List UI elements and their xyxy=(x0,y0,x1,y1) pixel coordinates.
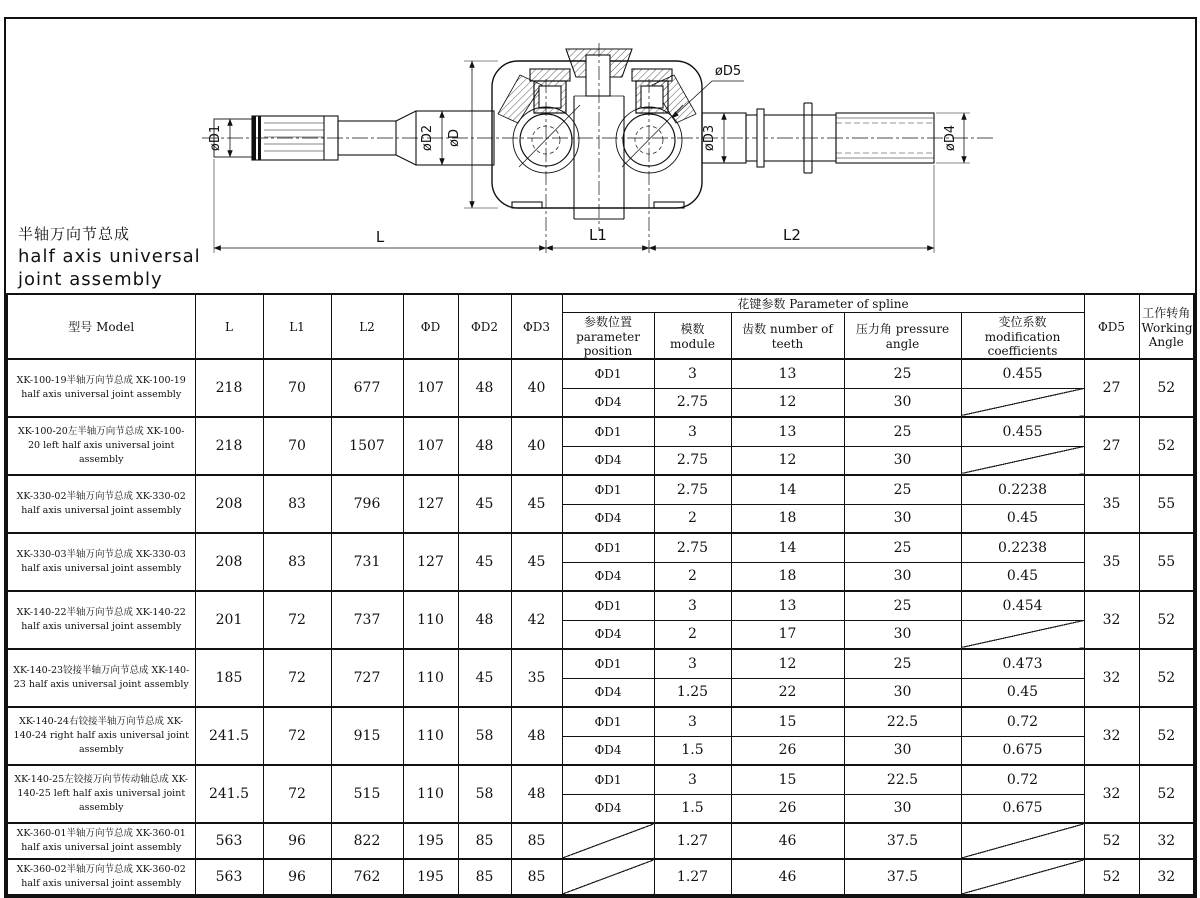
table-cell: 195 xyxy=(403,859,458,895)
table-cell: 48 xyxy=(458,417,511,475)
table-cell: ΦD1 xyxy=(562,533,654,562)
dim-label-d2: øD2 xyxy=(420,124,435,152)
table-cell: 37.5 xyxy=(844,859,961,895)
table-cell: 42 xyxy=(511,591,562,649)
table-cell: 737 xyxy=(331,591,403,649)
table-cell: 241.5 xyxy=(195,707,263,765)
header-working-angle-cn: 工作转角 xyxy=(1142,306,1191,320)
table-cell: 0.675 xyxy=(961,794,1084,823)
sheet-frame xyxy=(4,17,1197,898)
table-cell: 515 xyxy=(331,765,403,823)
dim-label-d4: øD4 xyxy=(943,124,958,152)
table-cell: ΦD1 xyxy=(562,591,654,620)
table-cell: 27 xyxy=(1084,417,1139,475)
table-cell: 201 xyxy=(195,591,263,649)
table-cell: 22.5 xyxy=(844,765,961,794)
table-cell: 85 xyxy=(458,859,511,895)
table-cell: 12 xyxy=(731,388,844,417)
table-cell: 30 xyxy=(844,620,961,649)
table-cell: 45 xyxy=(511,533,562,591)
table-cell: ΦD1 xyxy=(562,417,654,446)
table-cell: 45 xyxy=(458,649,511,707)
table-cell: 72 xyxy=(263,707,331,765)
table-cell: 32 xyxy=(1084,649,1139,707)
spec-table xyxy=(6,293,1195,896)
table-cell: 731 xyxy=(331,533,403,591)
table-cell: 18 xyxy=(731,504,844,533)
table-cell: 40 xyxy=(511,417,562,475)
header-working-angle-en: Working Angle xyxy=(1141,321,1193,349)
table-cell: 15 xyxy=(731,765,844,794)
table-cell: 2.75 xyxy=(654,533,731,562)
table-cell: 3 xyxy=(654,359,731,388)
table-cell: 13 xyxy=(731,359,844,388)
table-cell: 241.5 xyxy=(195,765,263,823)
table-cell: 25 xyxy=(844,417,961,446)
table-cell: 25 xyxy=(844,591,961,620)
table-cell: XK-140-23铰接半轴万向节总成 XK-140-23 half axis universal joint assembly xyxy=(7,649,195,707)
table-cell: 25 xyxy=(844,649,961,678)
table-row xyxy=(7,475,1194,504)
table-cell: 52 xyxy=(1139,649,1194,707)
table-cell: 0.455 xyxy=(961,359,1084,388)
table-cell: 48 xyxy=(458,591,511,649)
table-cell: 85 xyxy=(511,823,562,859)
table-cell: 32 xyxy=(1139,859,1194,895)
table-cell: XK-360-02半轴万向节总成 XK-360-02 half axis universal joint assembly xyxy=(7,859,195,895)
drawing-title-block xyxy=(18,223,201,290)
table-cell: 677 xyxy=(331,359,403,417)
table-cell: ΦD4 xyxy=(562,388,654,417)
table-cell: 110 xyxy=(403,649,458,707)
table-row xyxy=(7,359,1194,388)
table-cell: 52 xyxy=(1084,823,1139,859)
table-cell: ΦD1 xyxy=(562,707,654,736)
header-pressure-angle: 压力角 pressure angle xyxy=(844,313,961,360)
table-cell: 195 xyxy=(403,823,458,859)
table-cell: 0.45 xyxy=(961,678,1084,707)
header-param-position: 参数位置 parameter position xyxy=(562,313,654,360)
table-cell: ΦD1 xyxy=(562,765,654,794)
table-cell: ΦD1 xyxy=(562,475,654,504)
table-cell: 26 xyxy=(731,736,844,765)
table-cell: ΦD1 xyxy=(562,649,654,678)
table-cell: 85 xyxy=(458,823,511,859)
table-row xyxy=(7,649,1194,678)
table-cell: 762 xyxy=(331,859,403,895)
table-cell: 0.454 xyxy=(961,591,1084,620)
table-cell: 70 xyxy=(263,359,331,417)
table-cell: ΦD1 xyxy=(562,359,654,388)
table-cell: 96 xyxy=(263,823,331,859)
spec-table-body xyxy=(7,359,1194,895)
table-cell: 2 xyxy=(654,620,731,649)
table-cell: 563 xyxy=(195,823,263,859)
table-cell: 55 xyxy=(1139,533,1194,591)
table-cell: 52 xyxy=(1139,707,1194,765)
table-cell: 563 xyxy=(195,859,263,895)
table-cell: 45 xyxy=(458,533,511,591)
table-cell: XK-100-20左半轴万向节总成 XK-100-20 left half axis universal joint assembly xyxy=(7,417,195,475)
table-cell: 30 xyxy=(844,388,961,417)
table-cell: 30 xyxy=(844,504,961,533)
header-dD2: ΦD2 xyxy=(458,294,511,359)
header-L1: L1 xyxy=(263,294,331,359)
header-spline-group: 花键参数 Parameter of spline xyxy=(562,294,1084,313)
table-cell: 52 xyxy=(1139,591,1194,649)
table-cell: 2.75 xyxy=(654,388,731,417)
table-cell: 2.75 xyxy=(654,475,731,504)
table-cell: 30 xyxy=(844,794,961,823)
table-row xyxy=(7,765,1194,794)
table-cell: 32 xyxy=(1084,765,1139,823)
spec-table-header xyxy=(7,294,1194,359)
table-cell: 0.45 xyxy=(961,562,1084,591)
table-cell: 107 xyxy=(403,417,458,475)
table-cell: 46 xyxy=(731,823,844,859)
table-cell: 3 xyxy=(654,765,731,794)
table-cell: 915 xyxy=(331,707,403,765)
table-cell: ΦD4 xyxy=(562,794,654,823)
table-cell: 30 xyxy=(844,678,961,707)
table-cell: 52 xyxy=(1139,359,1194,417)
table-row xyxy=(7,823,1194,859)
table-cell: 127 xyxy=(403,533,458,591)
table-cell: 30 xyxy=(844,562,961,591)
table-cell: 32 xyxy=(1139,823,1194,859)
table-cell: 1.27 xyxy=(654,823,731,859)
table-cell: 58 xyxy=(458,765,511,823)
table-cell: 37.5 xyxy=(844,823,961,859)
table-cell: 83 xyxy=(263,475,331,533)
table-cell: 26 xyxy=(731,794,844,823)
header-teeth: 齿数 number of teeth xyxy=(731,313,844,360)
table-cell: 35 xyxy=(1084,533,1139,591)
table-cell: 45 xyxy=(458,475,511,533)
table-cell: 218 xyxy=(195,359,263,417)
table-cell: 0.45 xyxy=(961,504,1084,533)
header-mod-coef: 变位系数 modification coefficients xyxy=(961,313,1084,360)
table-cell xyxy=(961,620,1084,649)
table-cell: ΦD4 xyxy=(562,446,654,475)
table-cell: 48 xyxy=(458,359,511,417)
dim-label-d3: øD3 xyxy=(702,124,717,152)
table-cell: 1.5 xyxy=(654,736,731,765)
table-cell: 83 xyxy=(263,533,331,591)
table-cell: 0.675 xyxy=(961,736,1084,765)
table-cell: 3 xyxy=(654,417,731,446)
table-cell: 35 xyxy=(1084,475,1139,533)
header-module: 模数 module xyxy=(654,313,731,360)
table-cell: XK-140-25左铰接万向节传动轴总成 XK-140-25 left half axis universal joint assembly xyxy=(7,765,195,823)
table-cell: 72 xyxy=(263,591,331,649)
table-cell: 58 xyxy=(458,707,511,765)
table-cell: 40 xyxy=(511,359,562,417)
table-cell: 208 xyxy=(195,475,263,533)
table-cell: 14 xyxy=(731,475,844,504)
table-cell: 17 xyxy=(731,620,844,649)
table-cell: 0.455 xyxy=(961,417,1084,446)
table-cell: 52 xyxy=(1139,417,1194,475)
table-cell: 70 xyxy=(263,417,331,475)
table-cell: 46 xyxy=(731,859,844,895)
drawing-title-en-line1: half axis universal xyxy=(18,246,201,267)
table-cell: 48 xyxy=(511,707,562,765)
table-row xyxy=(7,707,1194,736)
table-cell: 3 xyxy=(654,649,731,678)
table-cell: 727 xyxy=(331,649,403,707)
table-cell: 72 xyxy=(263,765,331,823)
table-cell: 3 xyxy=(654,707,731,736)
dim-label-L: L xyxy=(375,228,385,246)
table-cell: 72 xyxy=(263,649,331,707)
table-cell: XK-330-02半轴万向节总成 XK-330-02 half axis universal joint assembly xyxy=(7,475,195,533)
table-cell: 0.473 xyxy=(961,649,1084,678)
table-cell: 25 xyxy=(844,475,961,504)
table-cell: 127 xyxy=(403,475,458,533)
table-cell: 52 xyxy=(1084,859,1139,895)
table-cell: 85 xyxy=(511,859,562,895)
table-cell: 32 xyxy=(1084,591,1139,649)
table-cell xyxy=(562,823,654,859)
table-cell xyxy=(961,446,1084,475)
table-cell: 796 xyxy=(331,475,403,533)
header-dD5: ΦD5 xyxy=(1084,294,1139,359)
table-cell: ΦD4 xyxy=(562,736,654,765)
table-cell: 30 xyxy=(844,736,961,765)
table-cell: 25 xyxy=(844,533,961,562)
table-row xyxy=(7,417,1194,446)
table-cell: 14 xyxy=(731,533,844,562)
table-cell: 0.2238 xyxy=(961,475,1084,504)
table-cell: XK-140-24右铰接半轴万向节总成 XK-140-24 right half axis universal joint assembly xyxy=(7,707,195,765)
table-cell: 1.25 xyxy=(654,678,731,707)
table-cell: 22.5 xyxy=(844,707,961,736)
table-cell: 822 xyxy=(331,823,403,859)
table-cell: 12 xyxy=(731,649,844,678)
table-cell: 55 xyxy=(1139,475,1194,533)
table-cell: 185 xyxy=(195,649,263,707)
table-cell: 27 xyxy=(1084,359,1139,417)
header-model: 型号 Model xyxy=(7,294,195,359)
table-cell: XK-360-01半轴万向节总成 XK-360-01 half axis universal joint assembly xyxy=(7,823,195,859)
dim-label-L1: L1 xyxy=(589,226,607,244)
table-cell: 1.27 xyxy=(654,859,731,895)
dim-label-L2: L2 xyxy=(783,226,801,244)
table-cell: 15 xyxy=(731,707,844,736)
table-cell: 0.72 xyxy=(961,707,1084,736)
table-cell: 13 xyxy=(731,591,844,620)
table-row xyxy=(7,533,1194,562)
table-cell: ΦD4 xyxy=(562,562,654,591)
table-cell: 30 xyxy=(844,446,961,475)
table-cell: ΦD4 xyxy=(562,678,654,707)
table-cell xyxy=(961,823,1084,859)
table-cell: XK-140-22半轴万向节总成 XK-140-22 half axis universal joint assembly xyxy=(7,591,195,649)
dim-label-d1: øD1 xyxy=(208,124,223,152)
table-cell: 2 xyxy=(654,504,731,533)
table-cell: 25 xyxy=(844,359,961,388)
header-L: L xyxy=(195,294,263,359)
table-cell: 13 xyxy=(731,417,844,446)
table-cell: 0.2238 xyxy=(961,533,1084,562)
table-cell: XK-330-03半轴万向节总成 XK-330-03 half axis universal joint assembly xyxy=(7,533,195,591)
header-dD3: ΦD3 xyxy=(511,294,562,359)
table-cell: 18 xyxy=(731,562,844,591)
table-cell: 32 xyxy=(1084,707,1139,765)
header-working-angle xyxy=(1139,294,1194,359)
table-cell: 2 xyxy=(654,562,731,591)
table-cell: 110 xyxy=(403,707,458,765)
table-header-row-1 xyxy=(7,294,1194,313)
table-cell: 110 xyxy=(403,591,458,649)
table-cell: 52 xyxy=(1139,765,1194,823)
table-cell: 208 xyxy=(195,533,263,591)
table-cell: 3 xyxy=(654,591,731,620)
table-cell: 35 xyxy=(511,649,562,707)
table-cell: 45 xyxy=(511,475,562,533)
table-cell: 2.75 xyxy=(654,446,731,475)
table-cell: 110 xyxy=(403,765,458,823)
table-row xyxy=(7,591,1194,620)
table-cell: 12 xyxy=(731,446,844,475)
table-cell: 1.5 xyxy=(654,794,731,823)
drawing-title-en-line2: joint assembly xyxy=(18,269,163,290)
table-cell: 1507 xyxy=(331,417,403,475)
table-cell: 107 xyxy=(403,359,458,417)
header-dD: ΦD xyxy=(403,294,458,359)
dim-label-d5: øD5 xyxy=(714,64,742,79)
table-cell: ΦD4 xyxy=(562,504,654,533)
table-cell: 96 xyxy=(263,859,331,895)
header-L2: L2 xyxy=(331,294,403,359)
table-cell: 22 xyxy=(731,678,844,707)
table-cell: XK-100-19半轴万向节总成 XK-100-19 half axis universal joint assembly xyxy=(7,359,195,417)
drawing-area xyxy=(6,19,1195,293)
drawing-title-cn: 半轴万向节总成 xyxy=(18,225,131,243)
table-cell xyxy=(961,388,1084,417)
table-cell: ΦD4 xyxy=(562,620,654,649)
table-cell: 218 xyxy=(195,417,263,475)
dim-label-d: øD xyxy=(447,129,462,147)
table-cell: 0.72 xyxy=(961,765,1084,794)
table-cell: 48 xyxy=(511,765,562,823)
